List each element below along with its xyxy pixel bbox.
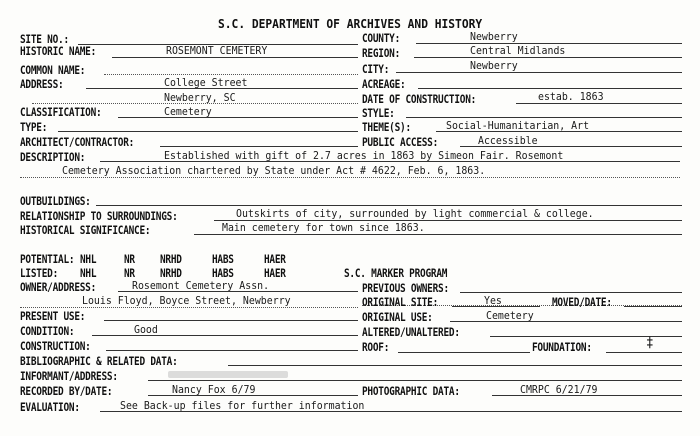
original-site-line: [452, 306, 540, 307]
description-label: DESCRIPTION:: [20, 150, 86, 164]
historical-value: Main cemetery for town since 1863.: [222, 221, 425, 234]
condition-line: [92, 335, 358, 336]
photographic-value: CMRPC 6/21/79: [520, 383, 598, 396]
historical-label: HISTORICAL SIGNIFICANCE:: [20, 223, 151, 237]
public-access-line: [460, 146, 682, 147]
historic-name-value: ROSEMONT CEMETERY: [166, 44, 268, 57]
original-use-line: [450, 321, 682, 322]
present-use-line: [104, 320, 358, 321]
form-title: S.C. DEPARTMENT OF ARCHIVES AND HISTORY: [218, 16, 483, 31]
architect-label: ARCHITECT/CONTRACTOR:: [20, 135, 135, 149]
listed-nhl: NHL: [80, 266, 97, 280]
previous-owners-label: PREVIOUS OWNERS:: [362, 281, 449, 295]
address-line-1: College Street: [164, 76, 248, 89]
potential-nr: NR: [124, 252, 135, 266]
photographic-label: PHOTOGRAPHIC DATA:: [362, 384, 460, 398]
listed-label: LISTED:: [20, 266, 59, 280]
construction-label: CONSTRUCTION:: [20, 339, 91, 353]
themes-line: [436, 131, 682, 132]
moved-date-label: MOVED/DATE:: [552, 295, 612, 309]
address-label: ADDRESS:: [20, 77, 64, 91]
outbuildings-label: OUTBUILDINGS:: [20, 194, 91, 208]
date-construction-label: DATE OF CONSTRUCTION:: [362, 92, 477, 106]
moved-date-line: [624, 306, 682, 307]
acreage-label: ACREAGE:: [362, 77, 406, 91]
public-access-value: Accessible: [478, 134, 538, 147]
original-site-label: ORIGINAL SITE:: [362, 295, 439, 309]
recorded-value: Nancy Fox 6/79: [172, 383, 256, 396]
faint-smudge: [168, 371, 288, 378]
construction-line: [106, 350, 358, 351]
owner-line-1: Rosemont Cemetery Assn.: [132, 279, 270, 292]
bibliographic-label: BIBLIOGRAPHIC & RELATED DATA:: [20, 354, 178, 368]
description-rule-2: [20, 177, 680, 178]
evaluation-value: See Back-up files for further information: [120, 399, 365, 412]
owner-rule-2: [20, 307, 358, 308]
county-label: COUNTY:: [362, 31, 401, 45]
listed-nrhd: NRHD: [160, 266, 182, 280]
city-value: Newberry: [470, 59, 518, 72]
classification-label: CLASSIFICATION:: [20, 105, 102, 119]
region-line: [414, 57, 682, 58]
acreage-line: [418, 88, 682, 89]
type-line: [58, 131, 358, 132]
informant-label: INFORMANT/ADDRESS:: [20, 369, 118, 383]
original-use-value: Cemetery: [486, 309, 534, 322]
informant-line: [148, 380, 682, 381]
date-construction-line: [516, 103, 682, 104]
region-value: Central Midlands: [470, 44, 566, 57]
potential-label: POTENTIAL:: [20, 252, 75, 266]
architect-line: [160, 146, 358, 147]
common-name-label: COMMON NAME:: [20, 63, 86, 77]
region-label: REGION:: [362, 46, 401, 60]
classification-line: [118, 117, 358, 118]
city-line: [396, 72, 682, 73]
condition-label: CONDITION:: [20, 324, 75, 338]
potential-habs: HABS: [212, 252, 234, 266]
roof-line: [398, 352, 530, 353]
date-construction-value: estab. 1863: [538, 90, 604, 103]
recorded-label: RECORDED BY/DATE:: [20, 384, 113, 398]
historic-name-label: HISTORIC NAME:: [20, 44, 97, 58]
public-access-label: PUBLIC ACCESS:: [362, 135, 439, 149]
owner-line-2: Louis Floyd, Boyce Street, Newberry: [82, 294, 291, 307]
listed-habs: HABS: [212, 266, 234, 280]
foundation-label: FOUNDATION:: [532, 340, 592, 354]
bibliographic-line: [228, 365, 682, 366]
owner-label: OWNER/ADDRESS:: [20, 280, 97, 294]
site-no-label: SITE NO.:: [20, 32, 69, 46]
description-rule-1: [100, 161, 680, 162]
original-site-value: Yes: [484, 294, 502, 307]
outbuildings-line: [96, 205, 682, 206]
present-use-label: PRESENT USE:: [20, 309, 86, 323]
listed-nr: NR: [124, 266, 135, 280]
potential-nrhd: NRHD: [160, 252, 182, 266]
description-line-1: Established with gift of 2.7 acres in 1863 by Simeon Fair. Rosemont: [164, 149, 564, 162]
relationship-label: RELATIONSHIP TO SURROUNDINGS:: [20, 209, 178, 223]
themes-label: THEME(S):: [362, 120, 411, 134]
original-use-label: ORIGINAL USE:: [362, 310, 433, 324]
county-value: Newberry: [470, 30, 518, 43]
previous-owners-line: [460, 292, 682, 293]
roof-label: ROOF:: [362, 340, 390, 354]
potential-haer: HAER: [264, 252, 286, 266]
listed-haer: HAER: [264, 266, 286, 280]
marker-program-label: S.C. MARKER PROGRAM: [344, 266, 448, 280]
type-label: TYPE:: [20, 120, 48, 134]
photographic-line: [492, 395, 682, 396]
foundation-line: [606, 352, 682, 353]
altered-label: ALTERED/UNALTERED:: [362, 325, 460, 339]
owner-rule-1: [118, 291, 358, 292]
recorded-line: [148, 395, 358, 396]
address-line-2: Newberry, SC: [164, 91, 236, 104]
style-line: [406, 117, 682, 118]
classification-value: Cemetery: [164, 105, 212, 118]
evaluation-line: [100, 411, 682, 412]
relationship-value: Outskirts of city, surrounded by light commercial & college.: [236, 207, 594, 220]
historical-line: [194, 234, 682, 235]
style-label: STYLE:: [362, 106, 395, 120]
evaluation-label: EVALUATION:: [20, 400, 80, 414]
common-name-line: [104, 74, 358, 75]
description-line-2: Cemetery Association chartered by State under Act # 4622, Feb. 6, 1863.: [62, 164, 486, 177]
historic-name-line: [112, 57, 358, 58]
address-line-2-rule: [32, 103, 358, 104]
margin-mark: ‡: [646, 335, 654, 351]
city-label: CITY:: [362, 62, 390, 76]
themes-value: Social-Humanitarian, Art: [446, 119, 590, 132]
potential-nhl: NHL: [80, 252, 97, 266]
condition-value: Good: [134, 323, 158, 336]
address-line-1-rule: [86, 88, 358, 89]
